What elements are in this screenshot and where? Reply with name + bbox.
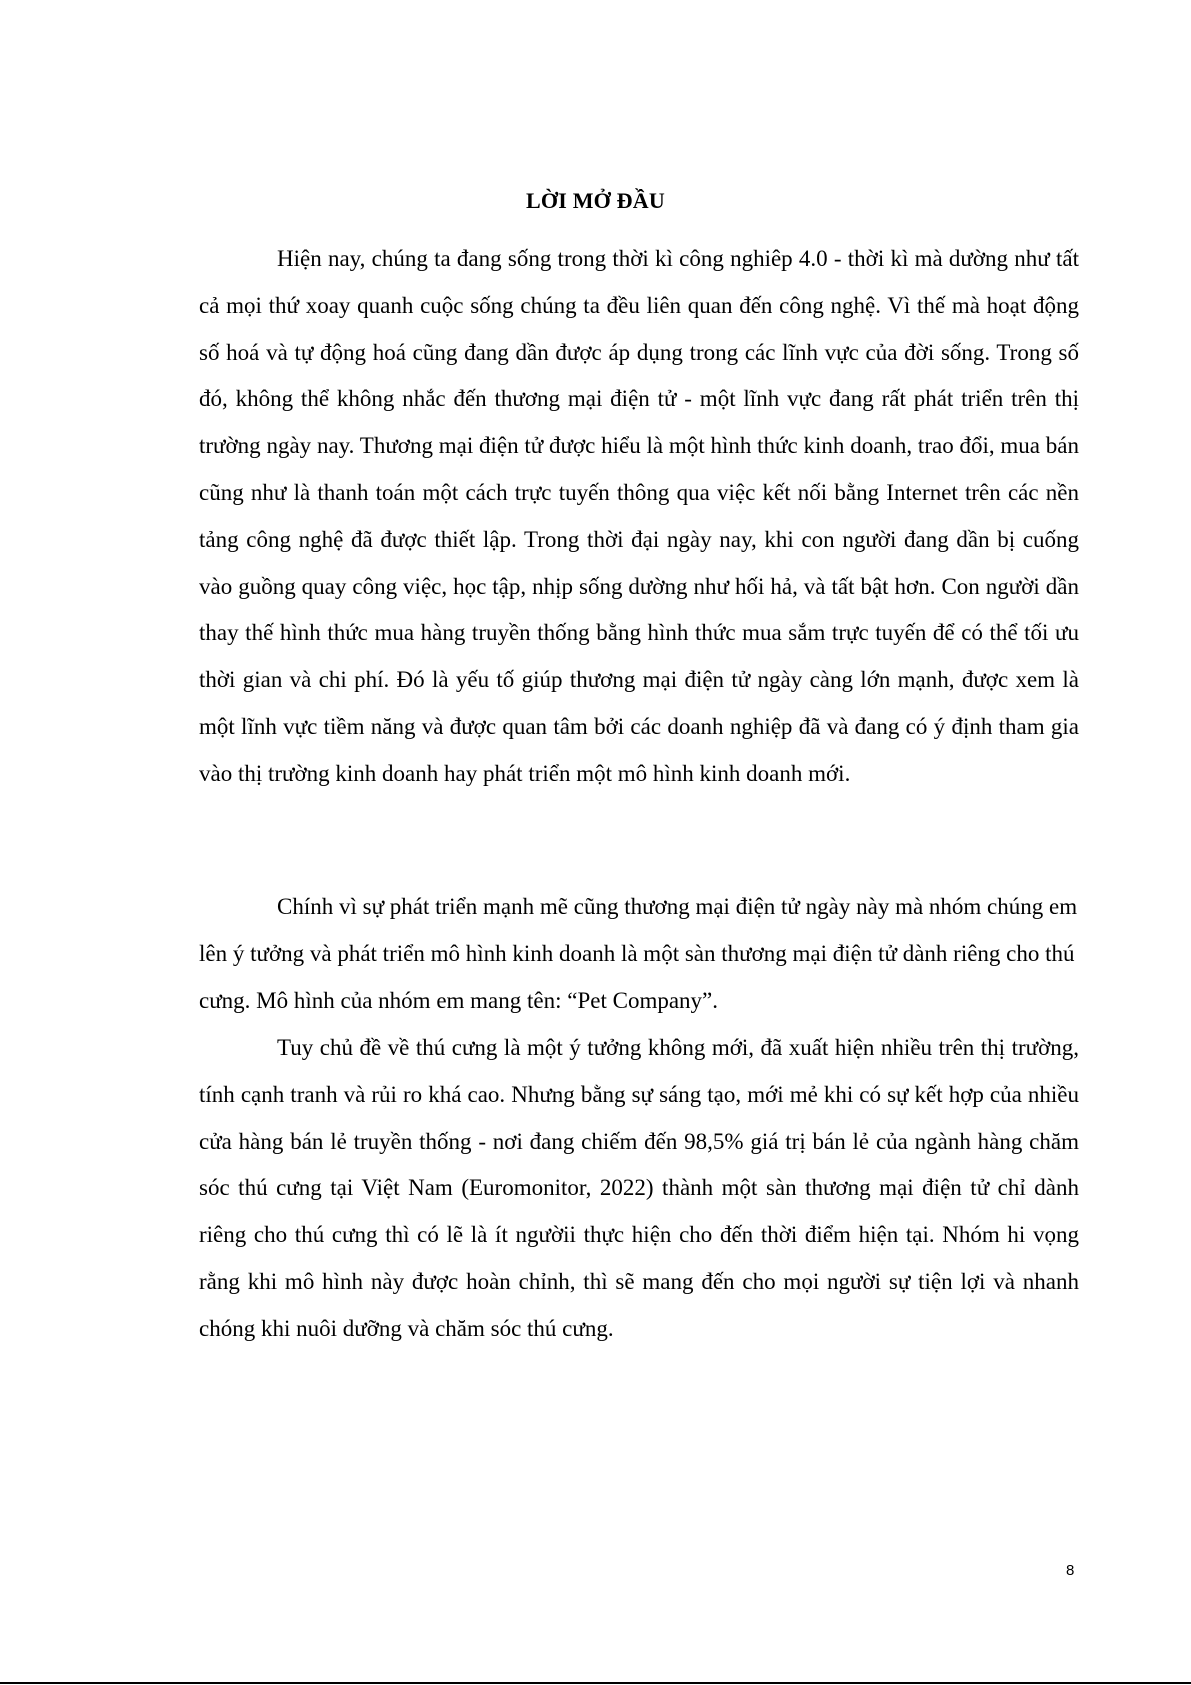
page-number: 8 bbox=[1066, 1562, 1075, 1579]
paragraph-1: Hiện nay, chúng ta đang sống trong thời kì công nghiêp 4.0 - thời kì mà dường như tất cả mọi thứ xoay quanh cuộc sống chúng ta đều liên quan đến công nghệ. Vì thế mà hoạt động số hoá và tự động hoá cũng đang dần được áp dụng trong các lĩnh vực của đời sống. Trong số đó, không thể không nhắc đến thương mại điện tử - một lĩnh vực đang rất phát triển trên thị trường ngày nay. Thương mại điện tử được hiểu là một hình thức kinh doanh, trao đổi, mua bán cũng như là thanh toán một cách trực tuyến thông qua việc kết nối bằng Internet trên các nền tảng công nghệ đã được thiết lập. Trong thời đại ngày nay, khi con người đang dần bị cuống vào guồng quay công việc, học tập, nhịp sống dường như hối hả, và tất bật hơn. Con người dần thay thế hình thức mua hàng truyền thống bằng hình thức mua sắm trực tuyến để có thể tối ưu thời gian và chi phí. Đó là yếu tố giúp thương mại điện tử ngày càng lớn mạnh, được xem là một lĩnh vực tiềm năng và được quan tâm bởi các doanh nghiệp đã và đang có ý định tham gia vào thị trường kinh doanh hay phát triển một mô hình kinh doanh mới. bbox=[199, 246, 1079, 786]
paragraph-2: Chính vì sự phát triển mạnh mẽ cũng thương mại điện tử ngày này mà nhóm chúng em lên ý tưởng và phát triển mô hình kinh doanh là một sàn thương mại điện tử dành riêng cho thú cưng. Mô hình của nhóm em mang tên: “Pet Company”. bbox=[199, 894, 1078, 1013]
page-title: LỜI MỞ ĐẦU bbox=[526, 188, 665, 213]
footer-rule bbox=[0, 1682, 1191, 1684]
paragraph-3: Tuy chủ đề về thú cưng là một ý tưởng không mới, đã xuất hiện nhiều trên thị trường, tính cạnh tranh và rủi ro khá cao. Nhưng bằng sự sáng tạo, mới mẻ khi có sự kết hợp của nhiều cửa hàng bán lẻ truyền thống - nơi đang chiếm đến 98,5% giá trị bán lẻ của ngành hàng chăm sóc thú cưng tại Việt Nam (Euromonitor, 2022) thành một sàn thương mại điện tử chỉ dành riêng cho thú cưng thì có lẽ là ít ngườii thực hiện cho đến thời điểm hiện tại. Nhóm hi vọng rằng khi mô hình này được hoàn chỉnh, thì sẽ mang đến cho mọi người sự tiện lợi và nhanh chóng khi nuôi dưỡng và chăm sóc thú cưng. bbox=[199, 1035, 1079, 1341]
